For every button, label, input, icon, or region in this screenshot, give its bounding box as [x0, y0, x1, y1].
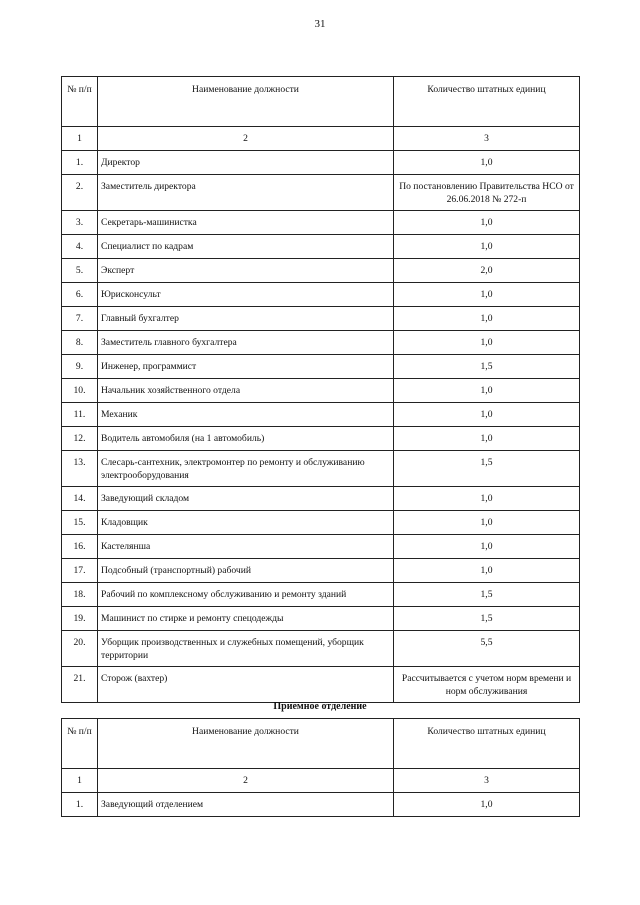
position-name: Главный бухгалтер: [98, 307, 394, 331]
section-heading: Приемное отделение: [273, 701, 367, 712]
table-row: [62, 259, 580, 283]
staff-quantity: 1,0: [394, 379, 580, 403]
header-quantity: Количество штатных единиц: [394, 719, 580, 769]
staff-quantity: 1,0: [394, 427, 580, 451]
staff-quantity: 1,0: [394, 535, 580, 559]
position-name: Рабочий по комплексному обслуживанию и ремонту зданий: [98, 583, 394, 607]
table-row: [62, 307, 580, 331]
row-number: 14.: [62, 487, 98, 511]
header-quantity: Количество штатных единиц: [394, 77, 580, 127]
position-name: Специалист по кадрам: [98, 235, 394, 259]
position-name: Механик: [98, 403, 394, 427]
staff-quantity: 1,0: [394, 151, 580, 175]
staffing-table: [61, 76, 580, 703]
staff-quantity: 1,5: [394, 583, 580, 607]
row-number: 16.: [62, 535, 98, 559]
staff-quantity: 1,0: [394, 283, 580, 307]
row-number: 11.: [62, 403, 98, 427]
table-row: [62, 379, 580, 403]
staff-quantity: 1,0: [394, 403, 580, 427]
position-name: Инженер, программист: [98, 355, 394, 379]
row-number: 5.: [62, 259, 98, 283]
row-number: 1.: [62, 151, 98, 175]
table-row: [62, 403, 580, 427]
position-name: Заведующий отделением: [98, 793, 394, 817]
column-numbering-row: [62, 769, 580, 793]
header-number: № п/п: [62, 77, 98, 127]
header-position: Наименование должности: [98, 77, 394, 127]
staff-quantity: 1,0: [394, 559, 580, 583]
staff-quantity: 2,0: [394, 259, 580, 283]
position-name: Подсобный (транспортный) рабочий: [98, 559, 394, 583]
row-number: 2.: [62, 175, 98, 211]
row-number: 21.: [62, 667, 98, 703]
column-number-3: 3: [394, 127, 580, 151]
row-number: 12.: [62, 427, 98, 451]
row-number: 7.: [62, 307, 98, 331]
staff-quantity: 1,0: [394, 235, 580, 259]
table-row: [62, 151, 580, 175]
position-name: Директор: [98, 151, 394, 175]
row-number: 13.: [62, 451, 98, 487]
staff-quantity: 1,5: [394, 355, 580, 379]
row-number: 15.: [62, 511, 98, 535]
column-numbering-row: [62, 127, 580, 151]
position-name: Заведующий складом: [98, 487, 394, 511]
position-name: Секретарь-машинистка: [98, 211, 394, 235]
table-row: [62, 331, 580, 355]
table-row: [62, 607, 580, 631]
column-number-2: 2: [98, 769, 394, 793]
position-name: Кладовщик: [98, 511, 394, 535]
table-row: [62, 583, 580, 607]
table-row: [62, 487, 580, 511]
table-header-row: [62, 77, 580, 127]
table-row: [62, 793, 580, 817]
table-row: [62, 355, 580, 379]
header-position: Наименование должности: [98, 719, 394, 769]
row-number: 8.: [62, 331, 98, 355]
row-number: 10.: [62, 379, 98, 403]
position-name: Кастелянша: [98, 535, 394, 559]
position-name: Юрисконсульт: [98, 283, 394, 307]
table-row: [62, 451, 580, 487]
position-name: Сторож (вахтер): [98, 667, 394, 703]
row-number: 1.: [62, 793, 98, 817]
staff-quantity: 1,0: [394, 331, 580, 355]
staff-quantity: 1,0: [394, 793, 580, 817]
staffing-table-reception: [61, 718, 580, 817]
position-name: Эксперт: [98, 259, 394, 283]
table-row: [62, 175, 580, 211]
table-row: [62, 283, 580, 307]
position-name: Машинист по стирке и ремонту спецодежды: [98, 607, 394, 631]
table-row: [62, 631, 580, 667]
table-row: [62, 511, 580, 535]
table-row: [62, 427, 580, 451]
page-number: 31: [314, 18, 326, 30]
row-number: 17.: [62, 559, 98, 583]
staff-quantity: 1,0: [394, 211, 580, 235]
table-row: [62, 235, 580, 259]
staff-quantity: 5,5: [394, 631, 580, 667]
table-row: [62, 211, 580, 235]
column-number-3: 3: [394, 769, 580, 793]
position-name: Слесарь-сантехник, электромонтер по ремонту и обслуживанию электрооборудования: [98, 451, 394, 487]
position-name: Заместитель главного бухгалтера: [98, 331, 394, 355]
staff-quantity: По постановлению Правительства НСО от 26.06.2018 № 272-п: [394, 175, 580, 211]
staff-quantity: 1,5: [394, 451, 580, 487]
staff-quantity: 1,0: [394, 307, 580, 331]
table-row: [62, 535, 580, 559]
row-number: 9.: [62, 355, 98, 379]
table-row: [62, 667, 580, 703]
row-number: 19.: [62, 607, 98, 631]
table-row: [62, 559, 580, 583]
table-header-row: [62, 719, 580, 769]
row-number: 4.: [62, 235, 98, 259]
staff-quantity: 1,0: [394, 487, 580, 511]
row-number: 20.: [62, 631, 98, 667]
staff-quantity: 1,0: [394, 511, 580, 535]
row-number: 6.: [62, 283, 98, 307]
position-name: Начальник хозяйственного отдела: [98, 379, 394, 403]
column-number-1: 1: [62, 127, 98, 151]
column-number-2: 2: [98, 127, 394, 151]
staff-quantity: 1,5: [394, 607, 580, 631]
column-number-1: 1: [62, 769, 98, 793]
staff-quantity: Рассчитывается с учетом норм времени и норм обслуживания: [394, 667, 580, 703]
header-number: № п/п: [62, 719, 98, 769]
row-number: 18.: [62, 583, 98, 607]
position-name: Водитель автомобиля (на 1 автомобиль): [98, 427, 394, 451]
row-number: 3.: [62, 211, 98, 235]
position-name: Заместитель директора: [98, 175, 394, 211]
position-name: Уборщик производственных и служебных помещений, уборщик территории: [98, 631, 394, 667]
